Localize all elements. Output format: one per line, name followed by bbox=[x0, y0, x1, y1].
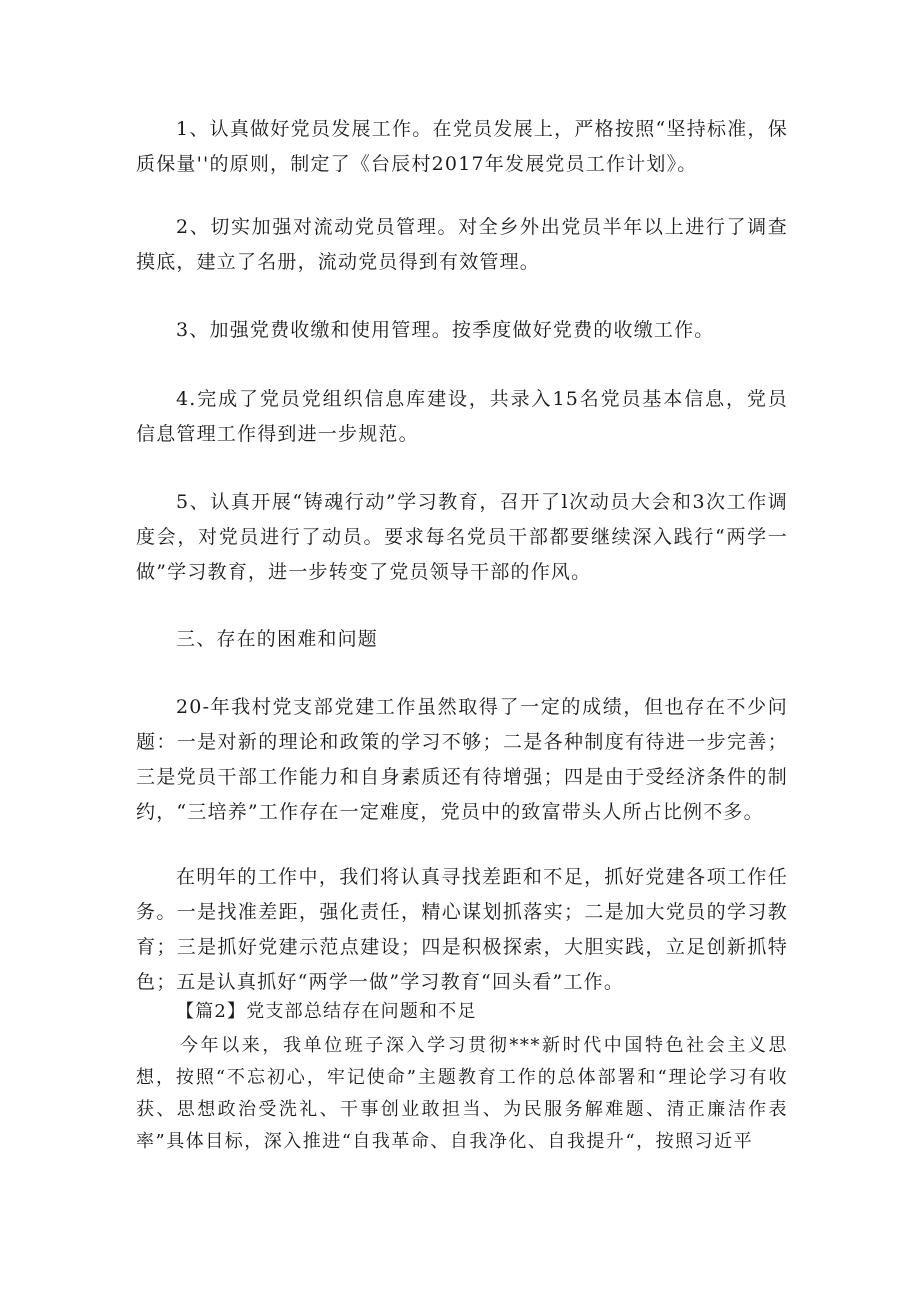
paragraph-next-year-plans: 在明年的工作中，我们将认真寻找差距和不足，抓好党建各项工作任务。一是找准差距，强化责任，精心谋划抓落实；二是加大党员的学习教育；三是抓好党建示范点建设；四是积极探索，大胆实践，立足创新抓特色；五是认真抓好“两学一做”学习教育“回头看”工作。 bbox=[136, 866, 788, 993]
section-heading-problems: 三、存在的困难和问题 bbox=[176, 628, 379, 650]
chapter-title: 【篇2】党支部总结存在问题和不足 bbox=[176, 1001, 477, 1022]
paragraph-dues-management: 3、加强党费收缴和使用管理。按季度做好党费的收缴工作。 bbox=[176, 319, 715, 341]
paragraph-soul-casting-action: 5、认真开展“铸魂行动”学习教育，召开了l次动员大会和3次工作调度会，对党员进行了动员。要求每名党员干部都要继续深入践行“两学一做”学习教育，进一步转变了党员领导干部的作风。 bbox=[136, 491, 788, 583]
paragraph-info-database: 4.完成了党员党组织信息库建设，共录入15名党员基本信息，党员信息管理工作得到进一步规范。 bbox=[136, 388, 788, 445]
paragraph-problems: 20-年我村党支部党建工作虽然取得了一定的成绩，但也存在不少问题：一是对新的理论和政策的学习不够；二是各种制度有待进一步完善；三是党员干部工作能力和自身素质还有待增强；四是由于受经济条件的制约，“三培养”工作存在一定难度，党员中的致富带头人所占比例不多。 bbox=[136, 696, 788, 823]
paragraph-chapter-intro: 今年以来，我单位班子深入学习贯彻***新时代中国特色社会主义思想，按照“不忘初心，牢记使命”主题教育工作的总体部署和“理论学习有收获、思想政治受洗礼、干事创业敢担当、为民服务解难题、清正廉洁作表率”具体目标，深入推进“自我革命、自我净化、自我提升“，按照习近平 bbox=[136, 1035, 788, 1152]
paragraph-mobile-member-management: 2、切实加强对流动党员管理。对全乡外出党员半年以上进行了调查摸底，建立了名册，流动党员得到有效管理。 bbox=[136, 216, 788, 273]
paragraph-party-member-development: 1、认真做好党员发展工作。在党员发展上，严格按照“坚持标准，保质保量''的原则，制定了《台辰村2017年发展党员工作计划》。 bbox=[136, 118, 788, 175]
